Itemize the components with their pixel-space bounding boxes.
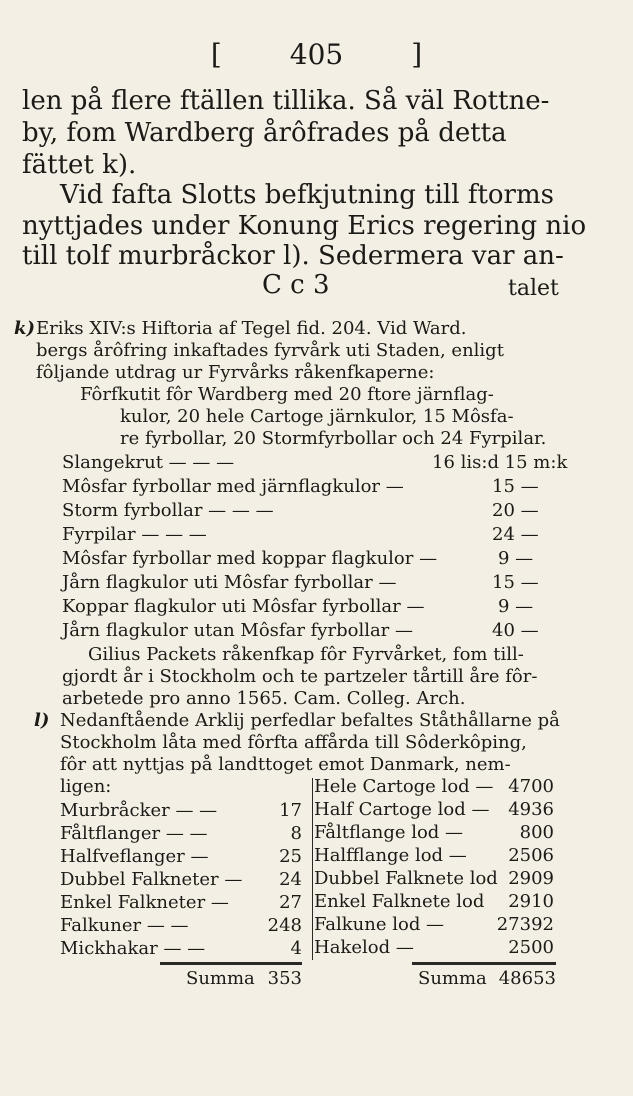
footnote-marker-l: l) (34, 710, 50, 731)
item-name: Mickhakar — — (60, 938, 206, 959)
footnote-line: Eriks XIV:s Hiftoria af Tegel fid. 204. Vid Ward. (36, 318, 467, 339)
item-name: Falkune lod — (314, 914, 445, 935)
table-item: Koppar flagkulor uti Môsfar fyrbollar — (62, 596, 425, 617)
table-value: 20 — (492, 500, 539, 521)
item-count: 2506 (508, 845, 554, 866)
table-value: 9 — (498, 548, 534, 569)
footnote-line: fôr att nyttjas på landttoget emot Danmark, nem- (60, 754, 511, 775)
item-count: 27 (279, 892, 302, 913)
item-count: 4 (290, 938, 302, 959)
item-count: 4936 (508, 799, 554, 820)
item-count: 25 (279, 846, 302, 867)
table-value: 15 — (492, 572, 539, 593)
item-name: Halfveflanger — (60, 846, 209, 867)
right-bracket: ] (411, 38, 423, 71)
table-value: 15 — (492, 476, 539, 497)
item-name: Half Cartoge lod — (314, 799, 490, 820)
table-value: 40 — (492, 620, 539, 641)
body-line: Vid fafta Slotts befkjutning till ftorms (60, 180, 554, 210)
item-name: Dubbel Falkneter — (60, 869, 243, 890)
total-value: 48653 (498, 968, 556, 989)
total-label: Summa (186, 968, 255, 989)
footnote-line: arbetede pro anno 1565. Cam. Colleg. Arch. (62, 688, 466, 709)
item-name: Dubbel Falknete lod (314, 868, 498, 889)
body-line: fättet k). (22, 150, 137, 180)
footnote-line: Gilius Packets råkenfkap fôr Fyrvårket, fom till- (88, 644, 524, 665)
body-line: till tolf murbråckor l). Sedermera var an- (22, 241, 564, 271)
footnote-line: Stockholm låta med fôrfta affårda till Sôderkôping, (60, 732, 527, 753)
item-name: Fåltflange lod — (314, 822, 464, 843)
item-name: Enkel Falknete lod (314, 891, 485, 912)
table-item: Môsfar fyrbollar med koppar flagkulor — (62, 548, 438, 569)
item-count: 2909 (508, 868, 554, 889)
item-name: Enkel Falkneter — (60, 892, 229, 913)
footnote-marker-k: k) (14, 318, 35, 339)
table-item: Jårn flagkulor uti Môsfar fyrbollar — (62, 572, 397, 593)
item-count: 27392 (496, 914, 554, 935)
table-value: 9 — (498, 596, 534, 617)
total-label: Summa (418, 968, 487, 989)
page-header (0, 38, 633, 71)
item-count: 4700 (508, 776, 554, 797)
item-count: 2500 (508, 937, 554, 958)
total-value: 353 (267, 968, 302, 989)
item-name: Fåltflanger — — (60, 823, 208, 844)
item-count: 24 (279, 869, 302, 890)
item-count: 800 (519, 822, 554, 843)
footnote-line: kulor, 20 hele Cartoge järnkulor, 15 Môsfa- (120, 406, 514, 427)
table-item: Storm fyrbollar — — — (62, 500, 274, 521)
left-list-label: ligen: (60, 776, 112, 797)
body-line: len på flere ftällen tillika. Så väl Rottne- (22, 86, 550, 116)
footnote-line: gjordt år i Stockholm och te partzeler tårtill åre fôr- (62, 666, 538, 687)
item-count: 248 (267, 915, 302, 936)
table-item: Fyrpilar — — — (62, 524, 207, 545)
table-value: 16 lis:d 15 m:k (432, 452, 568, 473)
item-name: Murbråcker — — (60, 800, 218, 821)
footnote-line: Nedanftående Arklij perfedlar befaltes Ståthållarne på (60, 710, 560, 731)
item-count: 8 (290, 823, 302, 844)
sum-rule-left (160, 962, 302, 965)
footnote-line: fôljande utdrag ur Fyrvårks råkenfkaperne: (36, 362, 435, 383)
column-divider (312, 778, 313, 960)
body-line: nyttjades under Konung Erics regering nio (22, 211, 587, 241)
item-count: 17 (279, 800, 302, 821)
item-name: Falkuner — — (60, 915, 189, 936)
signature-mark: C c 3 (262, 270, 330, 300)
table-item: Slangekrut — — — (62, 452, 235, 473)
item-name: Halfflange lod — (314, 845, 467, 866)
table-item: Jårn flagkulor utan Môsfar fyrbollar — (62, 620, 414, 641)
left-bracket: [ (210, 38, 222, 71)
body-line: by, fom Wardberg årôfrades på detta (22, 118, 507, 148)
footnote-line: re fyrbollar, 20 Stormfyrbollar och 24 Fyrpilar. (120, 428, 547, 449)
footnote-line: Fôrfkutit fôr Wardberg med 20 ftore järnflag- (80, 384, 494, 405)
catchword: talet (508, 276, 559, 301)
item-name: Hele Cartoge lod — (314, 776, 494, 797)
footnote-line: bergs årôfring inkaftades fyrvårk uti Staden, enligt (36, 340, 504, 361)
item-name: Hakelod — (314, 937, 414, 958)
page-number: 405 (289, 38, 344, 71)
table-value: 24 — (492, 524, 539, 545)
table-item: Môsfar fyrbollar med järnflagkulor — (62, 476, 404, 497)
sum-rule-right (412, 962, 556, 965)
item-count: 2910 (508, 891, 554, 912)
